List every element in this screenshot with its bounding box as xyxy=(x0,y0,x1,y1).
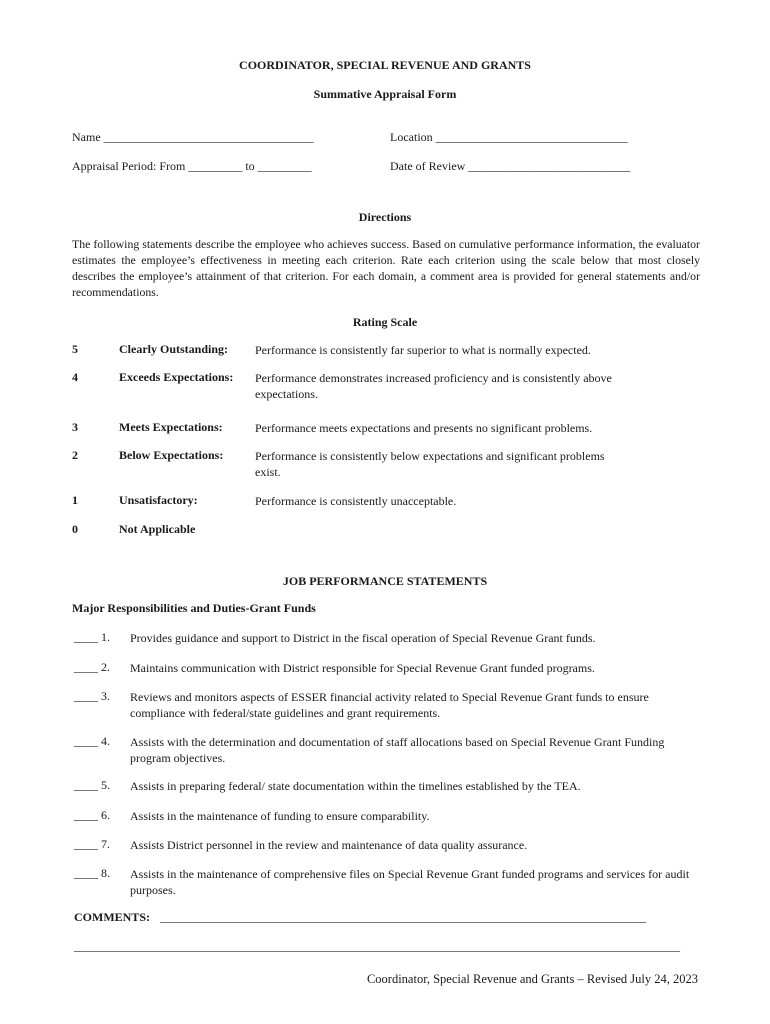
item-text: Assists in the maintenance of funding to ensure comparability. xyxy=(130,809,430,823)
rating-blank[interactable]: ____ xyxy=(74,808,98,822)
document-subtitle: Summative Appraisal Form xyxy=(313,87,457,101)
rating-name: Below Expectations: xyxy=(119,448,224,462)
item-number: 8. xyxy=(101,866,110,880)
rating-number: 2 xyxy=(72,448,78,462)
rating-blank[interactable]: ____ xyxy=(74,734,98,748)
directions-heading: Directions xyxy=(358,210,412,224)
rating-number: 3 xyxy=(72,420,78,434)
item-number: 6. xyxy=(101,808,110,822)
rating-description: Performance meets expectations and presents no significant problems. xyxy=(255,421,593,435)
document-title: COORDINATOR, SPECIAL REVENUE AND GRANTS xyxy=(239,58,531,72)
rating-description: Performance is consistently far superior to what is normally expected. xyxy=(255,343,591,357)
item-number: 5. xyxy=(101,778,110,792)
item-number: 2. xyxy=(101,660,110,674)
item-text: Assists in preparing federal/ state documentation within the timelines established by the TEA. xyxy=(130,779,581,793)
performance-heading: JOB PERFORMANCE STATEMENTS xyxy=(282,574,488,588)
appraisal-period-field[interactable]: Appraisal Period: From _________ to _________ xyxy=(72,159,312,173)
item-text: Assists with the determination and documentation of staff allocations based on Special Revenue Grant Funding program objectives. xyxy=(130,735,665,765)
rating-description: Performance demonstrates increased proficiency and is consistently above expectations. xyxy=(255,371,612,401)
rating-name: Unsatisfactory: xyxy=(119,493,198,507)
rating-number: 5 xyxy=(72,342,78,356)
rating-name: Exceeds Expectations: xyxy=(119,370,234,384)
name-field[interactable]: Name ___________________________________ xyxy=(72,130,314,144)
item-number: 7. xyxy=(101,837,110,851)
item-number: 4. xyxy=(101,734,110,748)
comments-line-1[interactable]: _________________________________________________________________________________ xyxy=(160,910,646,924)
item-text: Assists in the maintenance of comprehensive files on Special Revenue Grant funded programs and services for audit purposes. xyxy=(130,867,690,897)
item-number: 1. xyxy=(101,630,110,644)
rating-name: Meets Expectations: xyxy=(119,420,223,434)
rating-description: Performance is consistently below expectations and significant problems exist. xyxy=(255,449,605,479)
directions-text: The following statements describe the employee who achieves success. Based on cumulative performance information, the evaluator estimates the employee’s effectiveness in meeting each criterion. Rate each criterion using the scale below that most closely describes the employee’s attainment of that criterion. For each domain, a comment area is provided for general statements and/or recommendations. xyxy=(72,237,700,299)
rating-scale-heading: Rating Scale xyxy=(352,315,418,329)
comments-line-2[interactable]: _____________________________________________________________________________________________________ xyxy=(74,939,680,953)
rating-number: 1 xyxy=(72,493,78,507)
rating-blank[interactable]: ____ xyxy=(74,630,98,644)
item-text: Provides guidance and support to District in the fiscal operation of Special Revenue Grant funds. xyxy=(130,631,596,645)
rating-blank[interactable]: ____ xyxy=(74,660,98,674)
rating-blank[interactable]: ____ xyxy=(74,689,98,703)
rating-blank[interactable]: ____ xyxy=(74,837,98,851)
footer-text: Coordinator, Special Revenue and Grants – Revised July 24, 2023 xyxy=(366,972,698,986)
comments-label: COMMENTS: xyxy=(74,910,150,924)
rating-blank[interactable]: ____ xyxy=(74,778,98,792)
item-number: 3. xyxy=(101,689,110,703)
date-of-review-field[interactable]: Date of Review ___________________________ xyxy=(390,159,631,173)
item-text: Reviews and monitors aspects of ESSER financial activity related to Special Revenue Grant funds to ensure compliance with federal/state guidelines and grant requirements. xyxy=(130,690,649,720)
rating-name: Clearly Outstanding: xyxy=(119,342,229,356)
location-field[interactable]: Location ________________________________ xyxy=(390,130,628,144)
rating-name: Not Applicable xyxy=(119,522,196,536)
section-title: Major Responsibilities and Duties-Grant Funds xyxy=(72,601,316,615)
rating-number: 4 xyxy=(72,370,78,384)
rating-description: Performance is consistently unacceptable. xyxy=(255,494,457,508)
item-text: Maintains communication with District responsible for Special Revenue Grant funded programs. xyxy=(130,661,595,675)
rating-number: 0 xyxy=(72,522,78,536)
item-text: Assists District personnel in the review and maintenance of data quality assurance. xyxy=(130,838,528,852)
rating-blank[interactable]: ____ xyxy=(74,866,98,880)
